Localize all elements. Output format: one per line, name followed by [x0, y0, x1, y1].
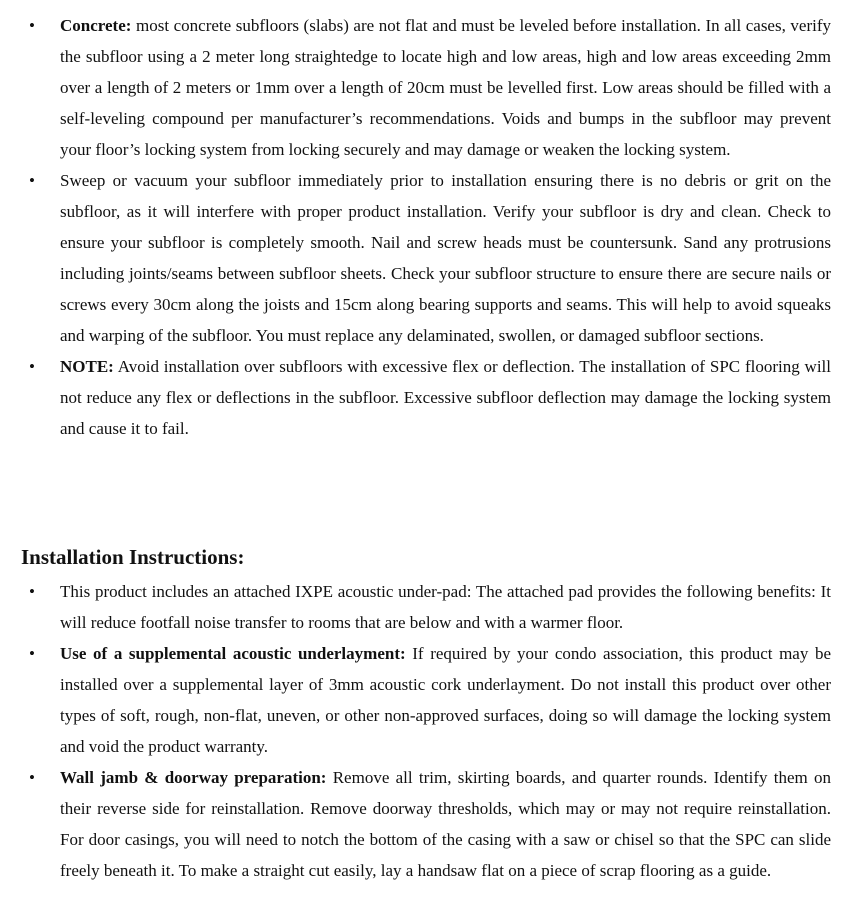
list-item-doorway: [0, 762, 831, 886]
bullet-lead: Use of a supplemental acoustic underlayment:: [60, 644, 406, 663]
bullet-lead: NOTE:: [60, 357, 114, 376]
list-item-underpad: [0, 576, 831, 638]
list-item-underlayment: [0, 638, 831, 762]
bullet-text: If required by your condo association, this product may be installed over a supplemental layer of 3mm acoustic cork underlayment. Do not install this product over other types of soft, rough, non-flat, uneven, or other non-approved surfaces, doing so will damage the locking system and void the product warranty.: [60, 644, 831, 756]
bullet-icon: •: [29, 171, 35, 190]
bullet-text: Avoid installation over subfloors with excessive flex or deflection. The installation of SPC flooring will not reduce any flex or deflections in the subfloor. Excessive subfloor deflection may damage the locking system and cause it to fail.: [60, 357, 831, 438]
section-heading: Installation Instructions:: [21, 545, 245, 569]
list-item-sweep: [0, 165, 831, 351]
bullet-text: Remove all trim, skirting boards, and quarter rounds. Identify them on their reverse side for reinstallation. Remove doorway thresholds, which may or may not require reinstallation. For door casings, you will need to notch the bottom of the casing with a saw or chisel so that the SPC can slide freely beneath it. To make a straight cut easily, lay a handsaw flat on a piece of scrap flooring as a guide.: [60, 768, 831, 880]
subfloor-prep-list: [0, 10, 831, 444]
bullet-text: This product includes an attached IXPE acoustic under-pad: The attached pad provides the following benefits: It will reduce footfall noise transfer to rooms that are below and with a warmer floor.: [60, 582, 831, 632]
bullet-icon: •: [29, 644, 35, 663]
bullet-lead: Wall jamb & doorway preparation:: [60, 768, 327, 787]
bullet-icon: •: [29, 768, 35, 787]
list-item-concrete: [0, 10, 831, 165]
bullet-icon: •: [29, 357, 35, 376]
installation-list: [0, 576, 831, 886]
bullet-icon: •: [29, 16, 35, 35]
bullet-text: Sweep or vacuum your subfloor immediately prior to installation ensuring there is no debris or grit on the subfloor, as it will interfere with proper product installation. Verify your subfloor is dry and clean. Check to ensure your subfloor is completely smooth. Nail and screw heads must be countersunk. Sand any protrusions including joints/seams between subfloor sheets. Check your subfloor structure to ensure there are secure nails or screws every 30cm along the joists and 15cm along bearing supports and seams. This will help to avoid squeaks and warping of the subfloor. You must replace any delaminated, swollen, or damaged subfloor sections.: [60, 171, 831, 345]
bullet-icon: •: [29, 582, 35, 601]
bullet-lead: Concrete:: [60, 16, 132, 35]
list-item-note: [0, 351, 831, 444]
bullet-text: most concrete subfloors (slabs) are not flat and must be leveled before installation. In all cases, verify the subfloor using a 2 meter long straightedge to locate high and low areas, high and low areas exceeding 2mm over a length of 2 meters or 1mm over a length of 20cm must be levelled first. Low areas should be filled with a self-leveling compound per manufacturer’s recommendations. Voids and bumps in the subfloor may prevent your floor’s locking system from locking securely and may damage or weaken the locking system.: [60, 16, 831, 159]
